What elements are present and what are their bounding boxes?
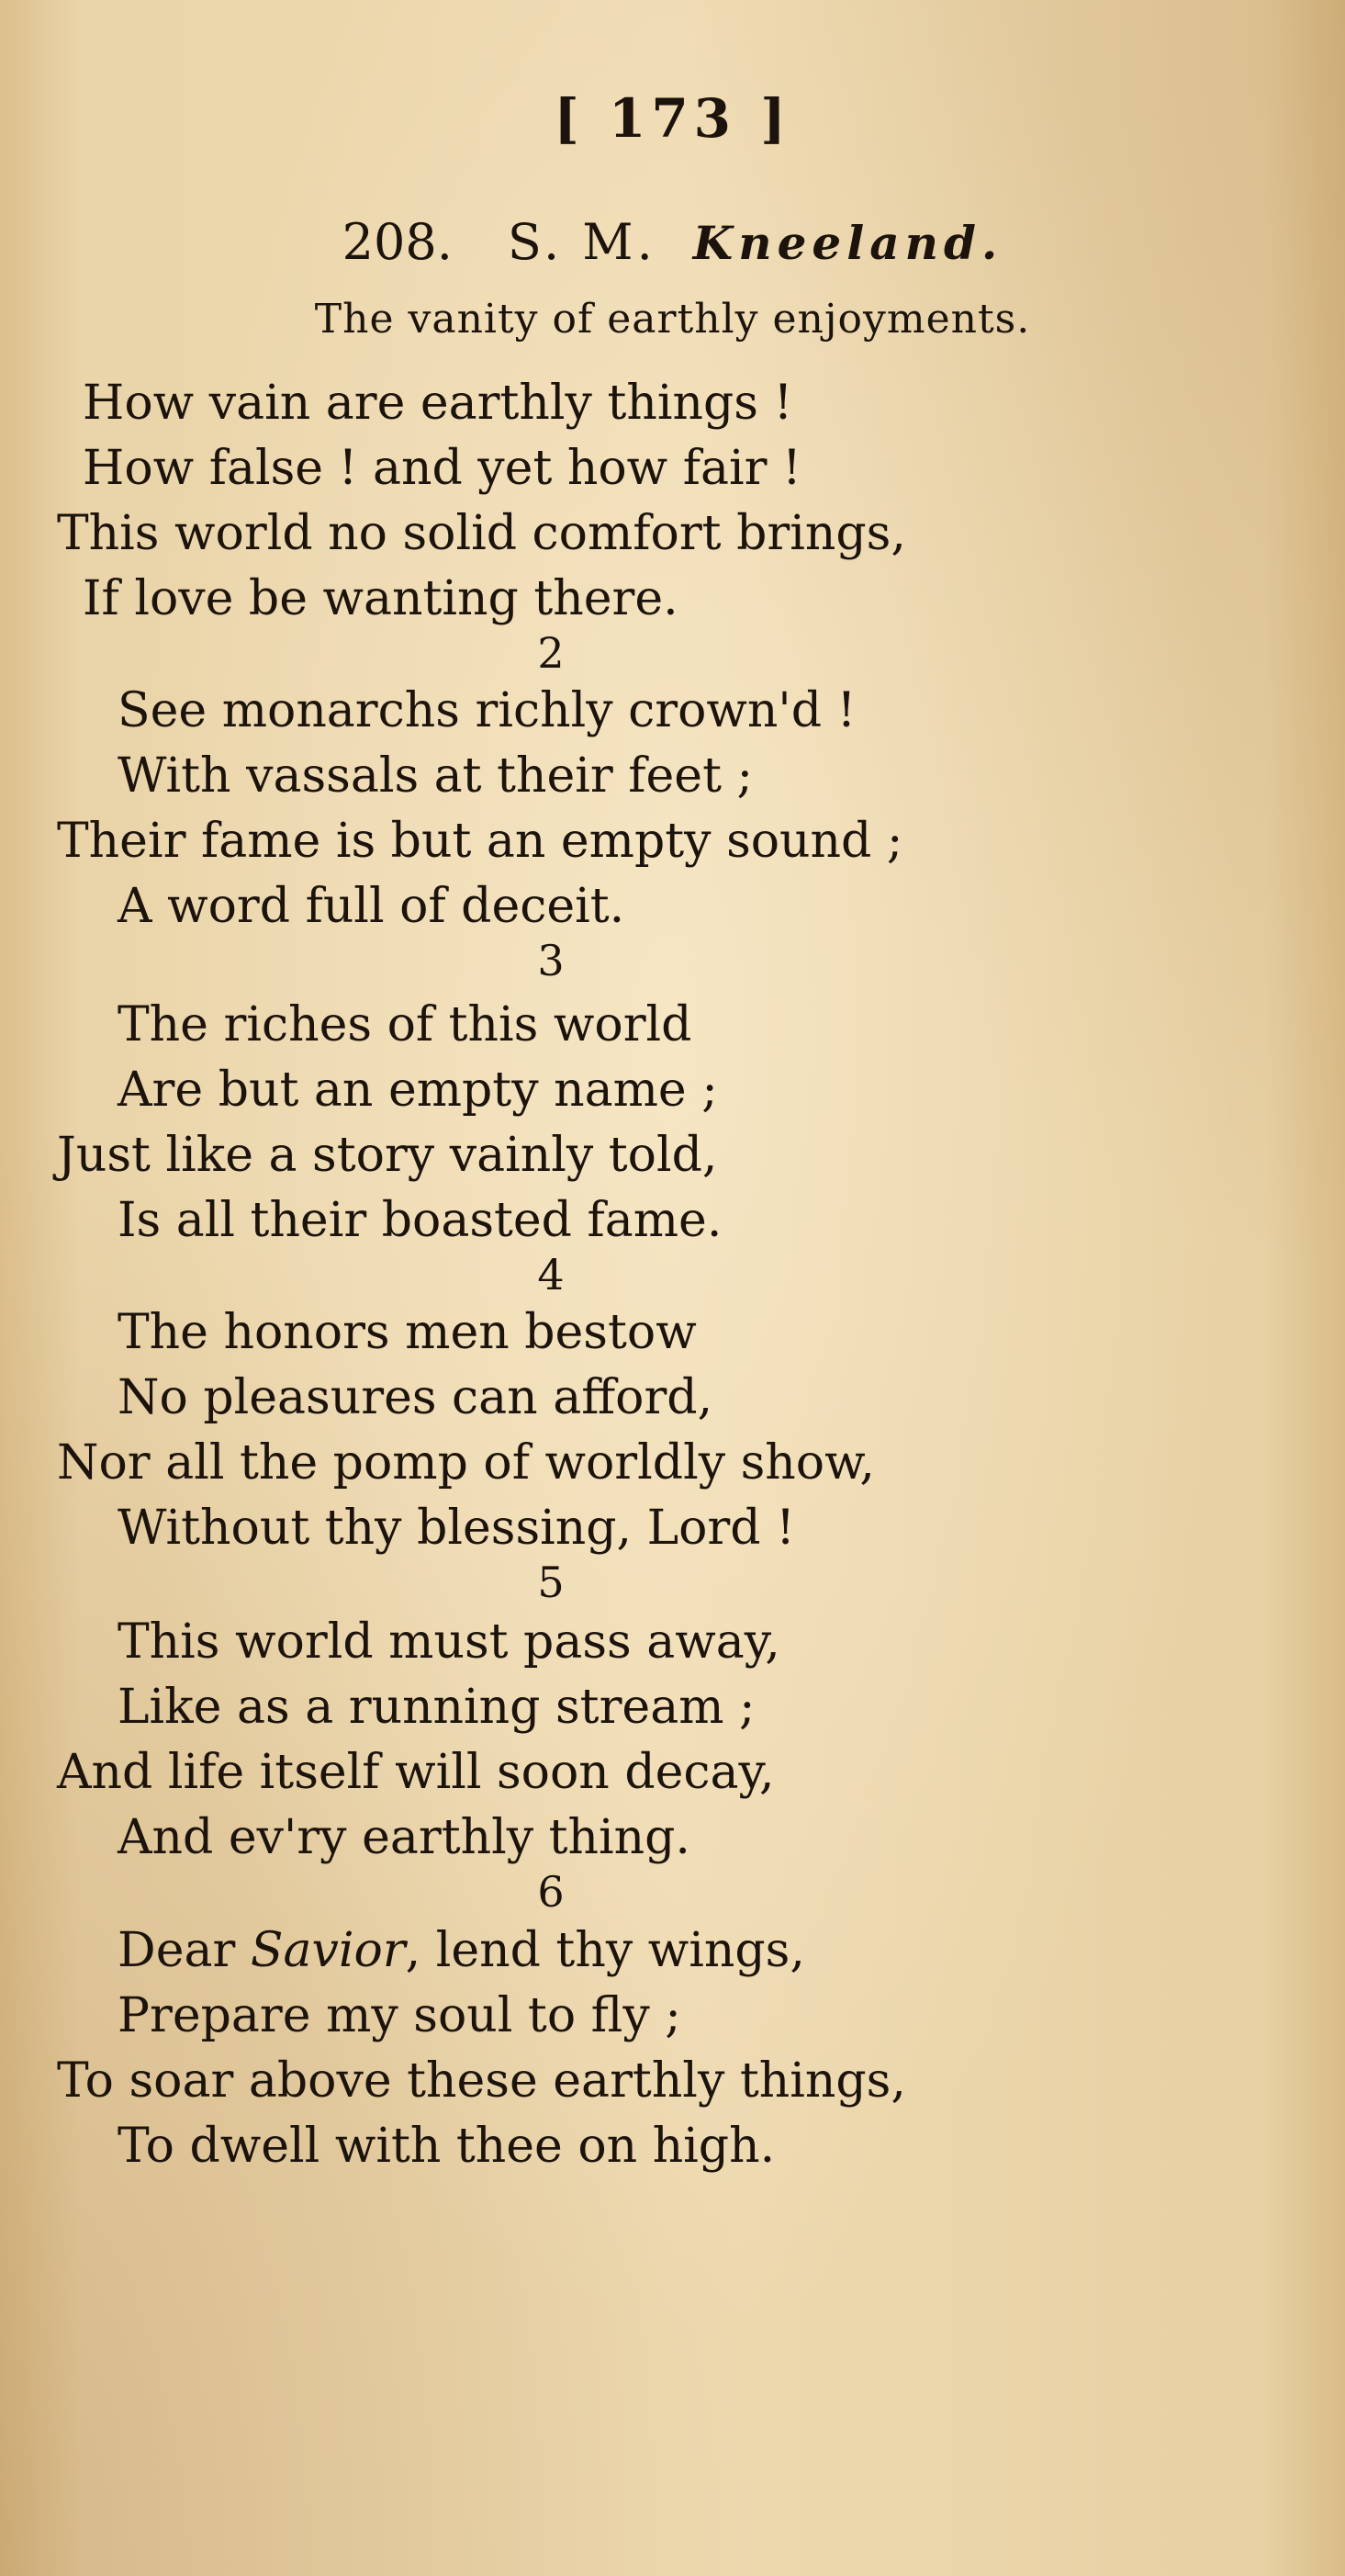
verse-5-line-1: This world must pass away, xyxy=(118,1614,780,1670)
verse-4-number: 4 xyxy=(537,1250,565,1299)
verse-5-line-4: And ev'ry earthly thing. xyxy=(118,1810,690,1865)
verse-4-line-4: Without thy blessing, Lord ! xyxy=(118,1501,796,1556)
verse-6-line-3: To soar above these earthly things, xyxy=(57,2053,906,2109)
verse-4-line-1: The honors men bestow xyxy=(118,1305,697,1360)
verse-4-line-2: No pleasures can afford, xyxy=(118,1370,713,1425)
verse-6-line-2: Prepare my soul to fly ; xyxy=(118,1988,681,2043)
hymn-meter: S. M. xyxy=(507,213,656,271)
verse-6-line-4: To dwell with thee on high. xyxy=(118,2119,776,2174)
verse-5-line-3: And life itself will soon decay, xyxy=(57,1745,775,1800)
verse-3-line-3: Just like a story vainly told, xyxy=(57,1128,718,1183)
verse-3-line-1: The riches of this world xyxy=(118,997,692,1052)
verse-2-number: 2 xyxy=(537,628,565,678)
verse-2-line-1: See monarchs richly crown'd ! xyxy=(118,683,857,738)
verse-2-line-4: A word full of deceit. xyxy=(118,879,625,934)
hymn-title: The vanity of earthly enjoyments. xyxy=(314,296,1031,343)
verse-1-line-2: How false ! and yet how fair ! xyxy=(83,441,801,496)
verse-2-line-3: Their fame is but an empty sound ; xyxy=(57,814,903,869)
verse-1-line-4: If love be wanting there. xyxy=(83,571,678,626)
hymn-heading xyxy=(0,213,1345,271)
verse-6-line-1: Dear Savior, lend thy wings, xyxy=(118,1923,805,1978)
verse-6-number: 6 xyxy=(537,1867,565,1917)
verse-1-line-3: This world no solid comfort brings, xyxy=(57,506,906,561)
verse-3-line-4: Is all their boasted fame. xyxy=(118,1193,723,1248)
page-header: [ 173 ] xyxy=(554,87,791,150)
verse-5-number: 5 xyxy=(537,1558,565,1607)
verse-2-line-2: With vassals at their feet ; xyxy=(118,748,754,804)
verse-5-line-2: Like as a running stream ; xyxy=(118,1680,756,1735)
hymn-author: Kneeland. xyxy=(692,216,1003,270)
verse-3-number: 3 xyxy=(537,936,565,985)
verse-1-line-1: How vain are earthly things ! xyxy=(83,376,793,431)
verse-4-line-3: Nor all the pomp of worldly show, xyxy=(57,1435,875,1490)
verse-3-line-2: Are but an empty name ; xyxy=(118,1063,718,1118)
hymn-number: 208. xyxy=(342,213,453,271)
